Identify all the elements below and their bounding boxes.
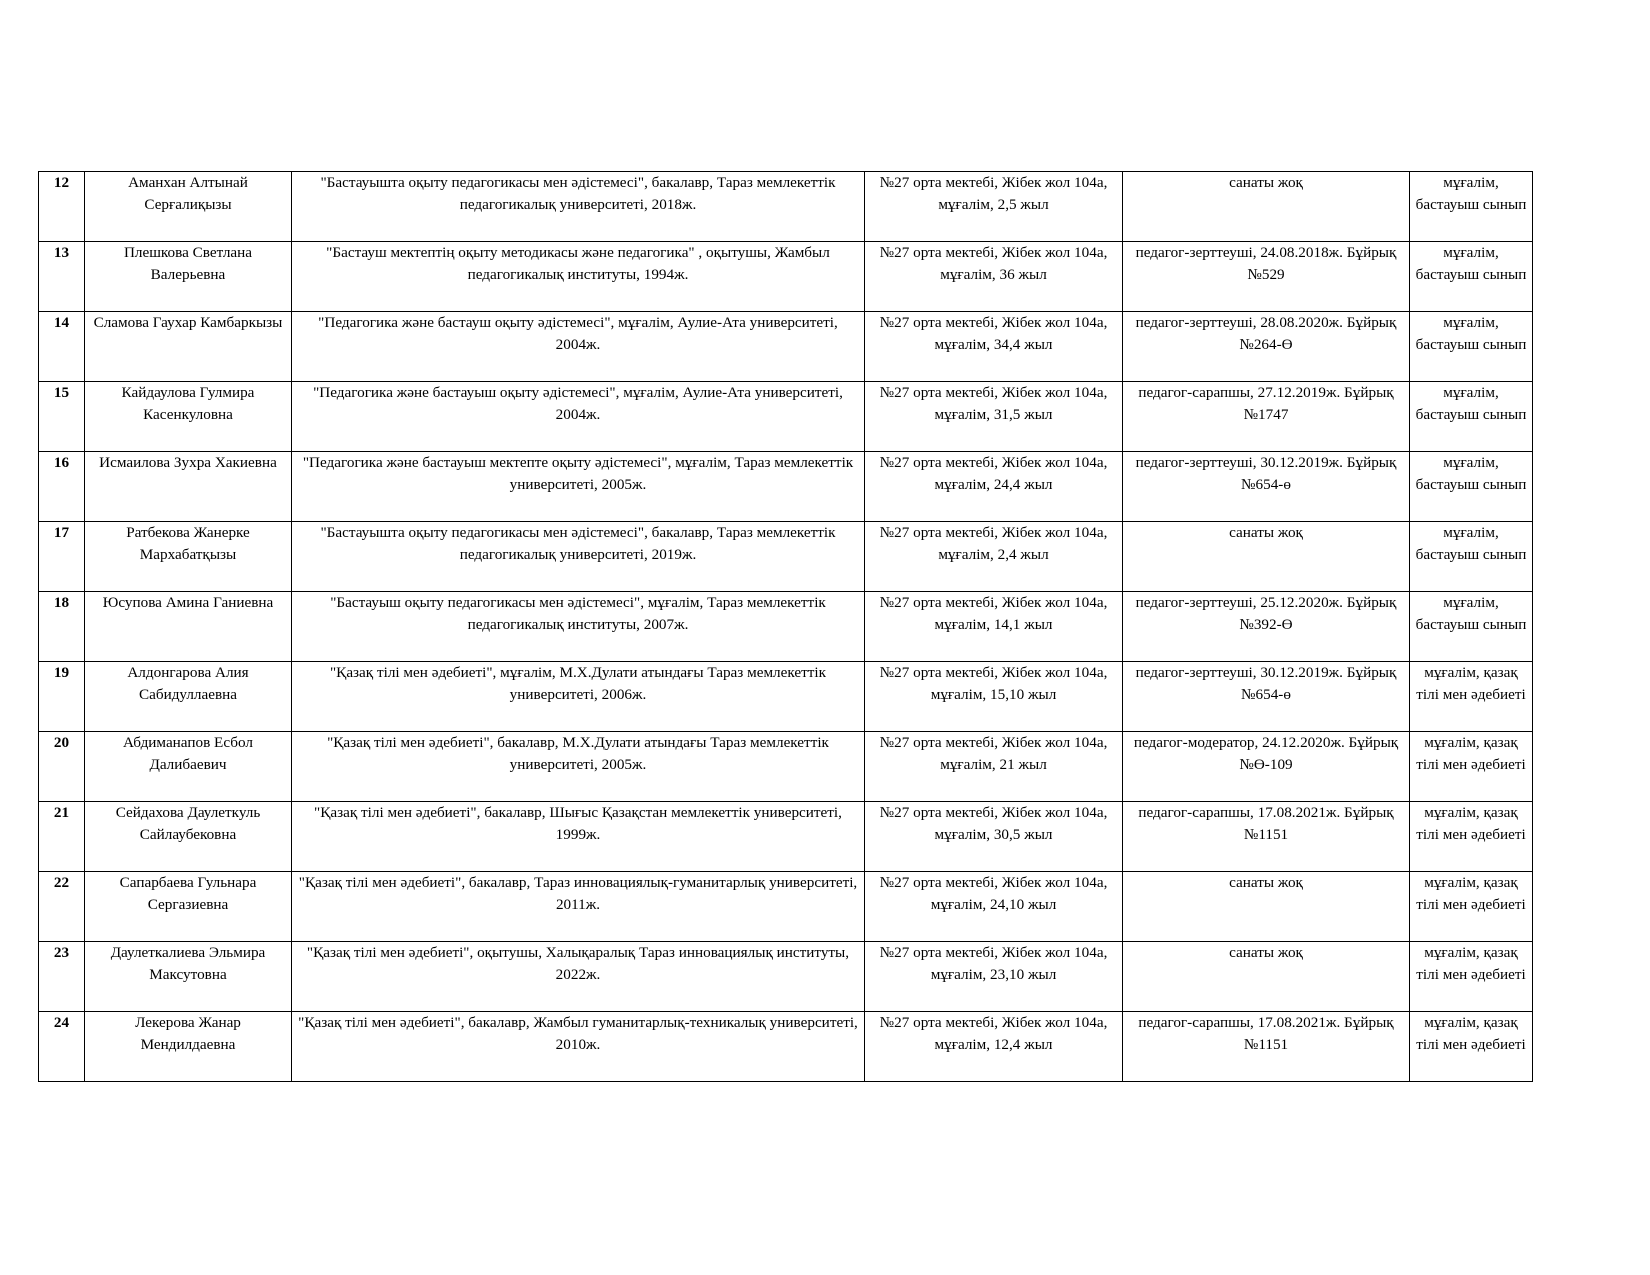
education-cell: "Бастауыш оқыту педагогикасы мен әдістемесі", мұғалім, Тараз мемлекеттік педагогикалық институты, 2007ж.: [292, 592, 865, 662]
table-row: [39, 242, 1533, 312]
full-name-cell: Кайдаулова Гулмира Касенкуловна: [85, 382, 292, 452]
position-cell: мұғалім, қазақ тілі мен әдебиеті: [1410, 732, 1533, 802]
education-cell: "Қазақ тілі мен әдебиеті", мұғалім, М.Х.Дулати атындағы Тараз мемлекеттік университеті, 2006ж.: [292, 662, 865, 732]
workplace-cell: №27 орта мектебі, Жібек жол 104а, мұғалім, 24,4 жыл: [865, 452, 1123, 522]
table-row: [39, 382, 1533, 452]
category-cell: педагог-зерттеуші, 30.12.2019ж. Бұйрық №654-ө: [1123, 662, 1410, 732]
table-row: [39, 732, 1533, 802]
position-cell: мұғалім, қазақ тілі мен әдебиеті: [1410, 802, 1533, 872]
table-row: [39, 592, 1533, 662]
row-number-cell: 17: [39, 522, 85, 592]
workplace-cell: №27 орта мектебі, Жібек жол 104а, мұғалім, 31,5 жыл: [865, 382, 1123, 452]
full-name-cell: Сапарбаева Гульнара Сергазиевна: [85, 872, 292, 942]
category-cell: санаты жоқ: [1123, 172, 1410, 242]
table-row: [39, 662, 1533, 732]
workplace-cell: №27 орта мектебі, Жібек жол 104а, мұғалім, 36 жыл: [865, 242, 1123, 312]
row-number-cell: 13: [39, 242, 85, 312]
full-name-cell: Алдонгарова Алия Сабидуллаевна: [85, 662, 292, 732]
position-cell: мұғалім, қазақ тілі мен әдебиеті: [1410, 1012, 1533, 1082]
position-cell: мұғалім, бастауыш сынып: [1410, 312, 1533, 382]
workplace-cell: №27 орта мектебі, Жібек жол 104а, мұғалім, 15,10 жыл: [865, 662, 1123, 732]
workplace-cell: №27 орта мектебі, Жібек жол 104а, мұғалім, 24,10 жыл: [865, 872, 1123, 942]
table-row: [39, 452, 1533, 522]
position-cell: мұғалім, қазақ тілі мен әдебиеті: [1410, 872, 1533, 942]
workplace-cell: №27 орта мектебі, Жібек жол 104а, мұғалім, 2,5 жыл: [865, 172, 1123, 242]
position-cell: мұғалім, бастауыш сынып: [1410, 522, 1533, 592]
table-row: [39, 1012, 1533, 1082]
category-cell: педагог-сарапшы, 27.12.2019ж. Бұйрық №1747: [1123, 382, 1410, 452]
position-cell: мұғалім, бастауыш сынып: [1410, 592, 1533, 662]
category-cell: педагог-модератор, 24.12.2020ж. Бұйрық №Ө-109: [1123, 732, 1410, 802]
education-cell: "Педагогика және бастауш оқыту әдістемесі", мұғалім, Аулие-Ата университеті, 2004ж.: [292, 312, 865, 382]
position-cell: мұғалім, қазақ тілі мен әдебиеті: [1410, 942, 1533, 1012]
row-number-cell: 12: [39, 172, 85, 242]
row-number-cell: 14: [39, 312, 85, 382]
category-cell: педагог-зерттеуші, 30.12.2019ж. Бұйрық №654-ө: [1123, 452, 1410, 522]
row-number-cell: 24: [39, 1012, 85, 1082]
full-name-cell: Сейдахова Даулеткуль Сайлаубековна: [85, 802, 292, 872]
education-cell: "Қазақ тілі мен әдебиеті", бакалавр, Жамбыл гуманитарлық-техникалық университеті, 2010ж.: [292, 1012, 865, 1082]
table-row: [39, 312, 1533, 382]
row-number-cell: 20: [39, 732, 85, 802]
education-cell: "Бастауышта оқыту педагогикасы мен әдістемесі", бакалавр, Тараз мемлекеттік педагогикалық университеті, 2018ж.: [292, 172, 865, 242]
row-number-cell: 21: [39, 802, 85, 872]
category-cell: санаты жоқ: [1123, 522, 1410, 592]
position-cell: мұғалім, бастауыш сынып: [1410, 382, 1533, 452]
full-name-cell: Сламова Гаухар Камбаркызы: [85, 312, 292, 382]
workplace-cell: №27 орта мектебі, Жібек жол 104а, мұғалім, 2,4 жыл: [865, 522, 1123, 592]
row-number-cell: 23: [39, 942, 85, 1012]
position-cell: мұғалім, бастауыш сынып: [1410, 452, 1533, 522]
workplace-cell: №27 орта мектебі, Жібек жол 104а, мұғалім, 21 жыл: [865, 732, 1123, 802]
row-number-cell: 15: [39, 382, 85, 452]
row-number-cell: 22: [39, 872, 85, 942]
education-cell: "Педагогика және бастауыш оқыту әдістемесі", мұғалім, Аулие-Ата университеті, 2004ж.: [292, 382, 865, 452]
staff-table: [38, 171, 1533, 1082]
workplace-cell: №27 орта мектебі, Жібек жол 104а, мұғалім, 14,1 жыл: [865, 592, 1123, 662]
position-cell: мұғалім, қазақ тілі мен әдебиеті: [1410, 662, 1533, 732]
category-cell: санаты жоқ: [1123, 942, 1410, 1012]
category-cell: санаты жоқ: [1123, 872, 1410, 942]
education-cell: "Қазақ тілі мен әдебиеті", бакалавр, М.Х.Дулати атындағы Тараз мемлекеттік университеті, 2005ж.: [292, 732, 865, 802]
position-cell: мұғалім, бастауыш сынып: [1410, 172, 1533, 242]
row-number-cell: 16: [39, 452, 85, 522]
category-cell: педагог-сарапшы, 17.08.2021ж. Бұйрық №1151: [1123, 1012, 1410, 1082]
workplace-cell: №27 орта мектебі, Жібек жол 104а, мұғалім, 12,4 жыл: [865, 1012, 1123, 1082]
full-name-cell: Лекерова Жанар Мендилдаевна: [85, 1012, 292, 1082]
education-cell: "Қазақ тілі мен әдебиеті", бакалавр, Шығыс Қазақстан мемлекеттік университеті, 1999ж.: [292, 802, 865, 872]
row-number-cell: 18: [39, 592, 85, 662]
full-name-cell: Даулеткалиева Эльмира Максутовна: [85, 942, 292, 1012]
table-row: [39, 522, 1533, 592]
workplace-cell: №27 орта мектебі, Жібек жол 104а, мұғалім, 30,5 жыл: [865, 802, 1123, 872]
full-name-cell: Ратбекова Жанерке Мархабатқызы: [85, 522, 292, 592]
table-row: [39, 172, 1533, 242]
full-name-cell: Юсупова Амина Ганиевна: [85, 592, 292, 662]
category-cell: педагог-сарапшы, 17.08.2021ж. Бұйрық №1151: [1123, 802, 1410, 872]
full-name-cell: Абдиманапов Есбол Далибаевич: [85, 732, 292, 802]
workplace-cell: №27 орта мектебі, Жібек жол 104а, мұғалім, 34,4 жыл: [865, 312, 1123, 382]
staff-table-body: [39, 172, 1533, 1082]
education-cell: "Бастауш мектептің оқыту методикасы және педагогика" , оқытушы, Жамбыл педагогикалық институты, 1994ж.: [292, 242, 865, 312]
full-name-cell: Исмаилова Зухра Хакиевна: [85, 452, 292, 522]
category-cell: педагог-зерттеуші, 25.12.2020ж. Бұйрық №392-Ө: [1123, 592, 1410, 662]
category-cell: педагог-зерттеуші, 24.08.2018ж. Бұйрық №529: [1123, 242, 1410, 312]
education-cell: "Бастауышта оқыту педагогикасы мен әдістемесі", бакалавр, Тараз мемлекеттік педагогикалық университеті, 2019ж.: [292, 522, 865, 592]
category-cell: педагог-зерттеуші, 28.08.2020ж. Бұйрық №264-Ө: [1123, 312, 1410, 382]
full-name-cell: Плешкова Светлана Валерьевна: [85, 242, 292, 312]
education-cell: "Педагогика және бастауыш мектепте оқыту әдістемесі", мұғалім, Тараз мемлекеттік университеті, 2005ж.: [292, 452, 865, 522]
table-row: [39, 872, 1533, 942]
education-cell: "Қазақ тілі мен әдебиеті", оқытушы, Халықаралық Тараз инновациялық институты, 2022ж.: [292, 942, 865, 1012]
workplace-cell: №27 орта мектебі, Жібек жол 104а, мұғалім, 23,10 жыл: [865, 942, 1123, 1012]
education-cell: "Қазақ тілі мен әдебиеті", бакалавр, Тараз инновациялық-гуманитарлық университеті, 2011ж.: [292, 872, 865, 942]
position-cell: мұғалім, бастауыш сынып: [1410, 242, 1533, 312]
row-number-cell: 19: [39, 662, 85, 732]
table-row: [39, 802, 1533, 872]
table-row: [39, 942, 1533, 1012]
full-name-cell: Аманхан Алтынай Серғалиқызы: [85, 172, 292, 242]
